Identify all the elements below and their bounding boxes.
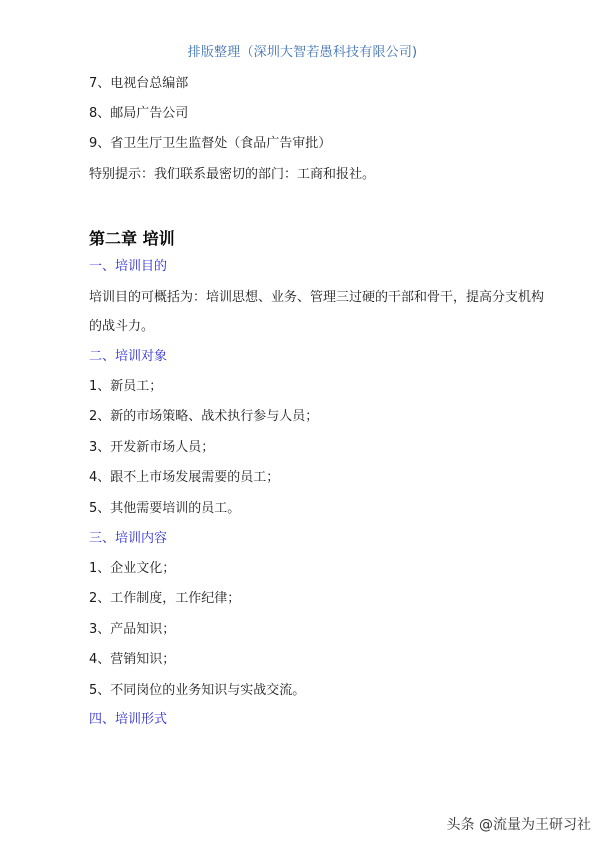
list-item: 4、跟不上市场发展需要的员工； <box>89 470 280 485</box>
paragraph-line: 的战斗力。 <box>89 319 155 334</box>
list-item: 5、其他需要培训的员工。 <box>89 501 241 516</box>
special-note: 特别提示：我们联系最密切的部门：工商和报社。 <box>89 167 376 182</box>
list-item: 3、开发新市场人员； <box>89 440 215 455</box>
list-item: 3、产品知识； <box>89 622 176 637</box>
list-item: 5、不同岗位的业务知识与实战交流。 <box>89 683 306 698</box>
list-item: 2、工作制度，工作纪律； <box>89 591 241 606</box>
list-item: 2、新的市场策略、战术执行参与人员； <box>89 409 319 424</box>
list-item: 4、营销知识； <box>89 652 176 667</box>
section-title: 二、培训对象 <box>89 349 168 364</box>
section-title: 三、培训内容 <box>89 531 168 546</box>
list-item: 8、邮局广告公司 <box>89 106 189 121</box>
list-item: 7、电视台总编部 <box>89 76 189 91</box>
list-item: 1、企业文化； <box>89 561 176 576</box>
list-item: 9、省卫生厅卫生监督处（食品广告审批） <box>89 136 332 151</box>
paragraph-line: 培训目的可概括为：培训思想、业务、管理三过硬的干部和骨干，提高分支机构 <box>89 290 545 305</box>
section-title: 四、培训形式 <box>89 712 168 727</box>
section-title: 一、培训目的 <box>89 259 168 274</box>
page-header: 排版整理（深圳大智若愚科技有限公司) <box>187 45 418 60</box>
chapter-title: 第二章 培训 <box>89 229 175 248</box>
list-item: 1、新员工； <box>89 379 163 394</box>
watermark: 头条 @流量为王研习社 <box>446 817 591 833</box>
